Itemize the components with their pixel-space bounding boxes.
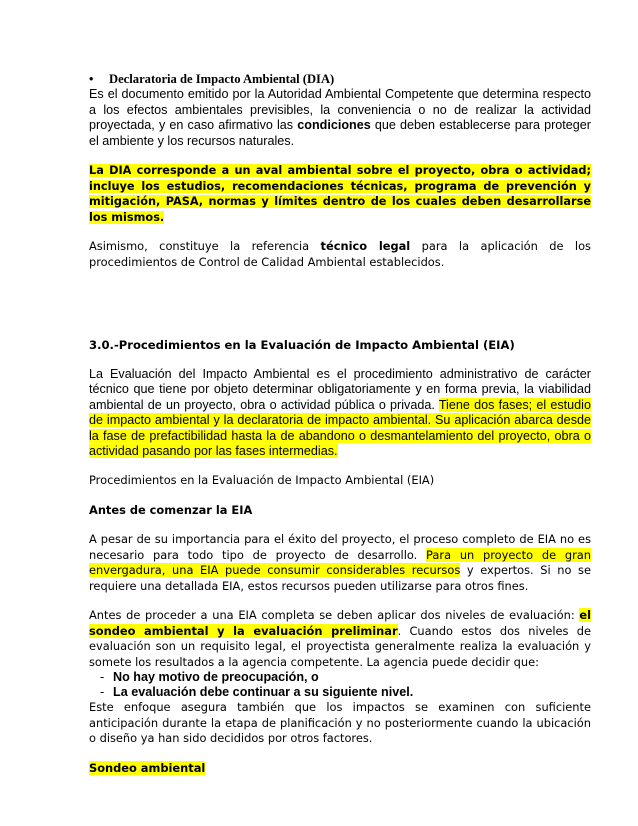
niveles-highlight: el sondeo ambiental y la evaluación preliminar <box>89 608 591 638</box>
dia-paragraph-referencia <box>89 239 591 270</box>
dia-p3-text-a: Asimismo, constituye la referencia <box>89 239 321 254</box>
dia-p3-bold: técnico legal <box>320 239 411 254</box>
dia-p1-text-b: que deben establecerse para proteger el ambiente y los recursos naturales. <box>89 118 591 148</box>
list-item-text: No hay motivo de preocupación, o <box>113 670 319 685</box>
dia-heading <box>89 72 591 87</box>
antes-title: Antes de comenzar la EIA <box>89 502 253 517</box>
niveles-text-a: Antes de proceder a una EIA completa se deben aplicar dos niveles de evaluación: <box>89 608 580 623</box>
section-title: 3.0.-Procedimientos en la Evaluación de Impacto Ambiental (EIA) <box>89 338 515 353</box>
antes-text-a: A pesar de su importancia para el éxito del proyecto, el proceso completo de EIA no es necesario para todo tipo de proyecto de desarrollo. <box>89 532 591 562</box>
sondeo-title <box>89 761 591 777</box>
antes-paragraph <box>89 532 591 594</box>
dia-paragraph-aval <box>89 163 591 225</box>
sondeo-title-highlight: Sondeo ambiental <box>89 760 206 775</box>
dash-marker: - <box>100 685 105 700</box>
list-item <box>89 670 591 685</box>
document-page <box>89 72 591 776</box>
dia-p1-text-a: Es el documento emitido por la Autoridad Ambiental Competente que determina respecto a los efectos ambientales previsibles, la conveniencia o no de realizar la actividad proyectada, y en caso afirmativo las <box>89 87 591 133</box>
dash-marker: - <box>100 670 105 685</box>
niveles-paragraph <box>89 608 591 670</box>
antes-text-b: y expertos. Si no se requiere una detallada EIA, estos recursos pueden utilizarse para otros fines. <box>89 563 591 593</box>
enfoque-paragraph: Este enfoque asegura también que los impactos se examinen con suficiente anticipación durante la etapa de planificación y no posteriormente cuando la ubicación o diseño ya han sido decididos por otros factores. <box>89 700 591 746</box>
eia-subtitle: Procedimientos en la Evaluación de Impacto Ambiental (EIA) <box>89 473 435 488</box>
list-item-text: La evaluación debe continuar a su siguiente nivel. <box>113 685 414 700</box>
eia-intro-paragraph <box>89 367 591 459</box>
list-item <box>89 685 591 700</box>
dia-paragraph-definition <box>89 87 591 149</box>
niveles-text-b: . Cuando estos dos niveles de evaluación son un requisito legal, el proyectista generalmente realiza la evaluación y somete los resultados a la agencia competente. La agencia puede decidir que: <box>89 623 591 669</box>
bullet-icon: • <box>89 72 94 86</box>
decision-list <box>89 670 591 700</box>
dia-heading-text: Declaratoria de Impacto Ambiental (DIA) <box>109 72 335 86</box>
eia-intro-highlight: Tiene dos fases; el estudio de impacto ambiental y la declaratoria de impacto ambiental. Su aplicación abarca desde la fase de prefactibilidad hasta la de abandono o desmantelamiento del proyecto, obra o actividad pasando por las fases intermedias. <box>89 397 591 459</box>
eia-intro-text: La Evaluación del Impacto Ambiental es el procedimiento administrativo de carácter técnico que tiene por objeto determinar obligatoriamente y en forma previa, la viabilidad ambiental de un proyecto, obra o actividad pública o privada. <box>89 367 591 412</box>
dia-p1-bold: condiciones <box>297 118 371 133</box>
antes-highlight: Para un proyecto de gran envergadura, una EIA puede consumir considerables recursos <box>89 547 591 578</box>
dia-p3-text-b: para la aplicación de los procedimientos de Control de Calidad Ambiental establecidos. <box>89 239 591 269</box>
dia-p2-highlight: La DIA corresponde a un aval ambiental sobre el proyecto, obra o actividad; incluye los estudios, recomendaciones técnicas, programa de prevención y mitigación, PASA, normas y límites dentro de los cuales deben desarrollarse los mismos. <box>89 164 591 224</box>
